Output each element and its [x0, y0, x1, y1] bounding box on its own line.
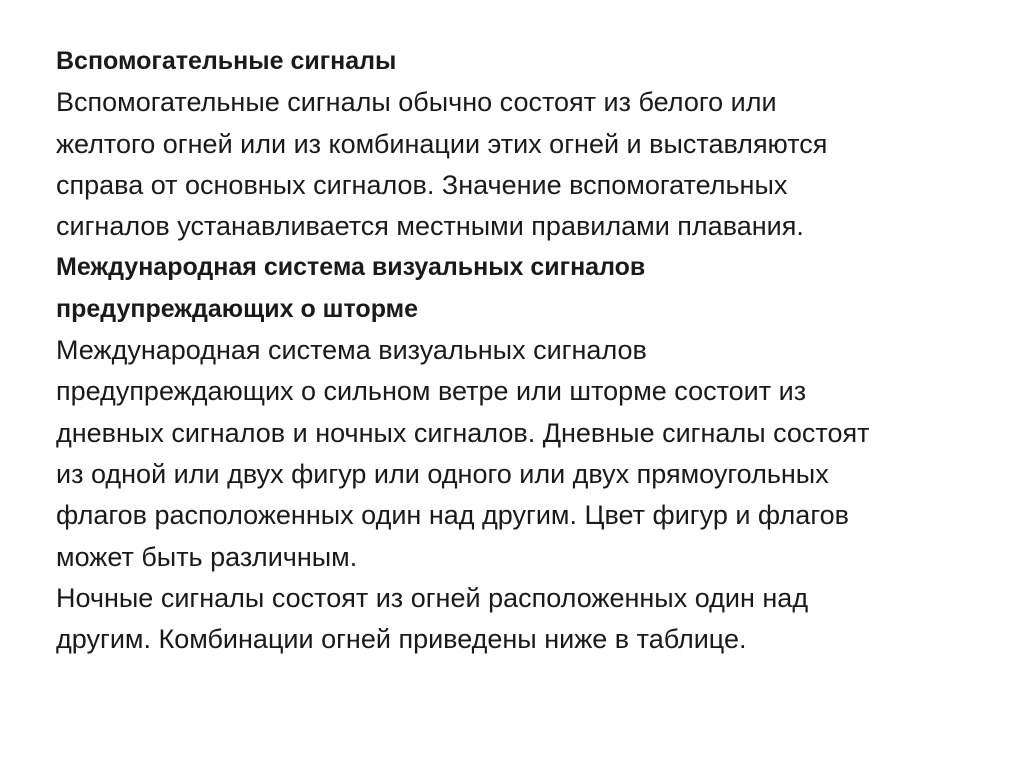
text-block [56, 41, 1006, 660]
paragraph-line: сигналов устанавливается местными правилами плавания. [56, 211, 804, 242]
paragraph-line: Международная система визуальных сигналов [56, 335, 647, 366]
paragraph-line: может быть различным. [56, 541, 358, 572]
paragraph-line: предупреждающих о сильном ветре или шторме состоит из [56, 376, 807, 407]
paragraph-line: из одной или двух фигур или одного или двух прямоугольных [56, 458, 829, 489]
paragraph-line: другим. Комбинации огней приведены ниже в таблице. [56, 624, 747, 655]
paragraph-line: Вспомогательные сигналы обычно состоят из белого или [56, 87, 777, 118]
paragraph-line: флагов расположенных один над другим. Цвет фигур и флагов [56, 500, 849, 531]
paragraph-line: желтого огней или из комбинации этих огней и выставляются [56, 128, 828, 159]
paragraph-line: Ночные сигналы состоят из огней расположенных один над [56, 582, 809, 613]
heading-storm-warning-system-cont: предупреждающих о шторме [56, 294, 419, 323]
paragraph-line: дневных сигналов и ночных сигналов. Дневные сигналы состоят [56, 417, 870, 448]
paragraph-line: справа от основных сигналов. Значение вспомогательных [56, 169, 788, 200]
heading-storm-warning-system: Международная система визуальных сигналов [56, 253, 646, 282]
heading-auxiliary-signals: Вспомогательные сигналы [56, 47, 397, 75]
